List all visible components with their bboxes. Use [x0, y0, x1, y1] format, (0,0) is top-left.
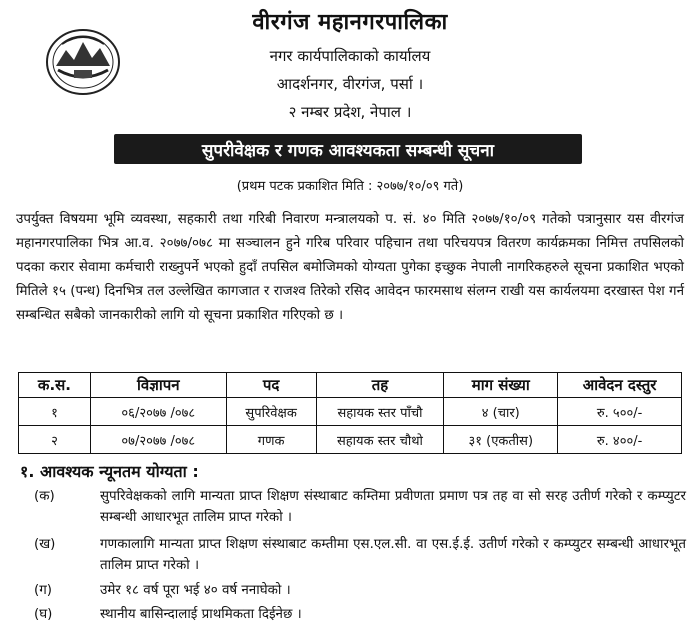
col-header-post: पद	[226, 373, 316, 398]
publish-date: (प्रथम पटक प्रकाशित मिति : २०७७/१०/०९ गते)	[236, 179, 464, 194]
requirement-text: उमेर १८ वर्ष पूरा भई ४० वर्ष ननाघेको ।	[100, 583, 291, 598]
cell-sn: २	[19, 426, 91, 454]
requirement-mark: (ख)	[34, 537, 56, 552]
table-row	[19, 398, 682, 426]
address-line: आदर्शनगर, वीरगंज, पर्सा ।	[276, 75, 424, 93]
requirement-item	[20, 486, 686, 528]
cell-demand: ३१ (एकतीस)	[444, 426, 558, 454]
cell-advertisement: ०६/२०७७ /०७८	[90, 398, 226, 426]
col-header-fee: आवेदन दस्तुर	[558, 373, 682, 398]
table-row	[19, 426, 682, 454]
notice-body: उपर्युक्त विषयमा भूमि व्यवस्था, सहकारी तथा गरिबी निवारण मन्त्रालयको प. सं. ४० मिति २०७७/१०/०९ गतेको पत्रानुसार यस वीरगंज महानगरपालिका भित्र आ.व. २०७७/०७८ मा सञ्चालन हुने गरिब परिवार पहिचान तथा परिचयपत्र वितरण कार्यक्रमका निमित्त तपसिलको पदका करार सेवामा कर्मचारी राख्नुपर्ने भएको हुदाँ तपसिल बमोजिमको योग्यता पुगेका इच्छुक नेपाली नागरिकहरुले सूचना प्रकाशित भएको मितिले १५ (पन्ध) दिनभित्र तल उल्लेखित कागजात र राजश्व तिरेको रसिद आवेदन फारमसाथ संलग्न राखी यस कार्यलयमा दरखास्त पेश गर्न सम्बन्धित सबैको जानकारीको लागि यो सूचना प्रकाशित गरिएको छ ।	[16, 212, 684, 323]
requirements-heading: १. आवश्यक न्यूनतम योग्यता :	[20, 462, 199, 481]
col-header-level: तह	[316, 373, 444, 398]
requirement-text: सुपरिवेक्षकको लागि मान्यता प्राप्त शिक्षण संस्थाबाट कम्तिमा प्रवीणता प्रमाण पत्र तह वा सो सरह उतीर्ण गरेको र कम्प्युटर सम्बन्धी आधारभूत तालिम प्राप्त गरेको ।	[100, 489, 686, 525]
cell-post: गणक	[226, 426, 316, 454]
province-line: २ नम्बर प्रदेश, नेपाल ।	[288, 103, 412, 121]
requirement-item	[20, 604, 686, 625]
cell-fee: रु. ५००/-	[558, 398, 682, 426]
notice-banner: सुपरीवेक्षक र गणक आवश्यकता सम्बन्धी सूचना	[114, 134, 582, 164]
org-title: वीरगंज महानगरपालिका	[252, 10, 448, 35]
requirement-item	[20, 534, 686, 576]
requirement-mark: (घ)	[34, 607, 53, 622]
cell-demand: ४ (चार)	[444, 398, 558, 426]
requirement-text: गणकालागि मान्यता प्राप्त शिक्षण संस्थाबाट कम्तीमा एस.एल.सी. वा एस.ई.ई. उतीर्ण गरेको र कम्प्युटर सम्बन्धी आधारभूत तालिम प्राप्त गरेको ।	[100, 537, 686, 573]
requirement-text: स्थानीय बासिन्दालाई प्राथमिकता दिईनेछ ।	[100, 607, 302, 622]
table-header-row	[19, 373, 682, 398]
col-header-demand: माग संख्या	[444, 373, 558, 398]
cell-advertisement: ०७/२०७७ /०७८	[90, 426, 226, 454]
col-header-sn: क.स.	[19, 373, 91, 398]
cell-level: सहायक स्तर पाँचौ	[316, 398, 444, 426]
cell-sn: १	[19, 398, 91, 426]
requirement-item	[20, 580, 686, 601]
col-header-advertisement: विज्ञापन	[90, 373, 226, 398]
cell-post: सुपरिवेक्षक	[226, 398, 316, 426]
cell-level: सहायक स्तर चौथो	[316, 426, 444, 454]
office-line: नगर कार्यपालिकाको कार्यालय	[269, 47, 431, 65]
requirement-mark: (क)	[34, 489, 55, 504]
requirement-mark: (ग)	[34, 583, 52, 598]
vacancy-table	[18, 372, 682, 454]
cell-fee: रु. ४००/-	[558, 426, 682, 454]
